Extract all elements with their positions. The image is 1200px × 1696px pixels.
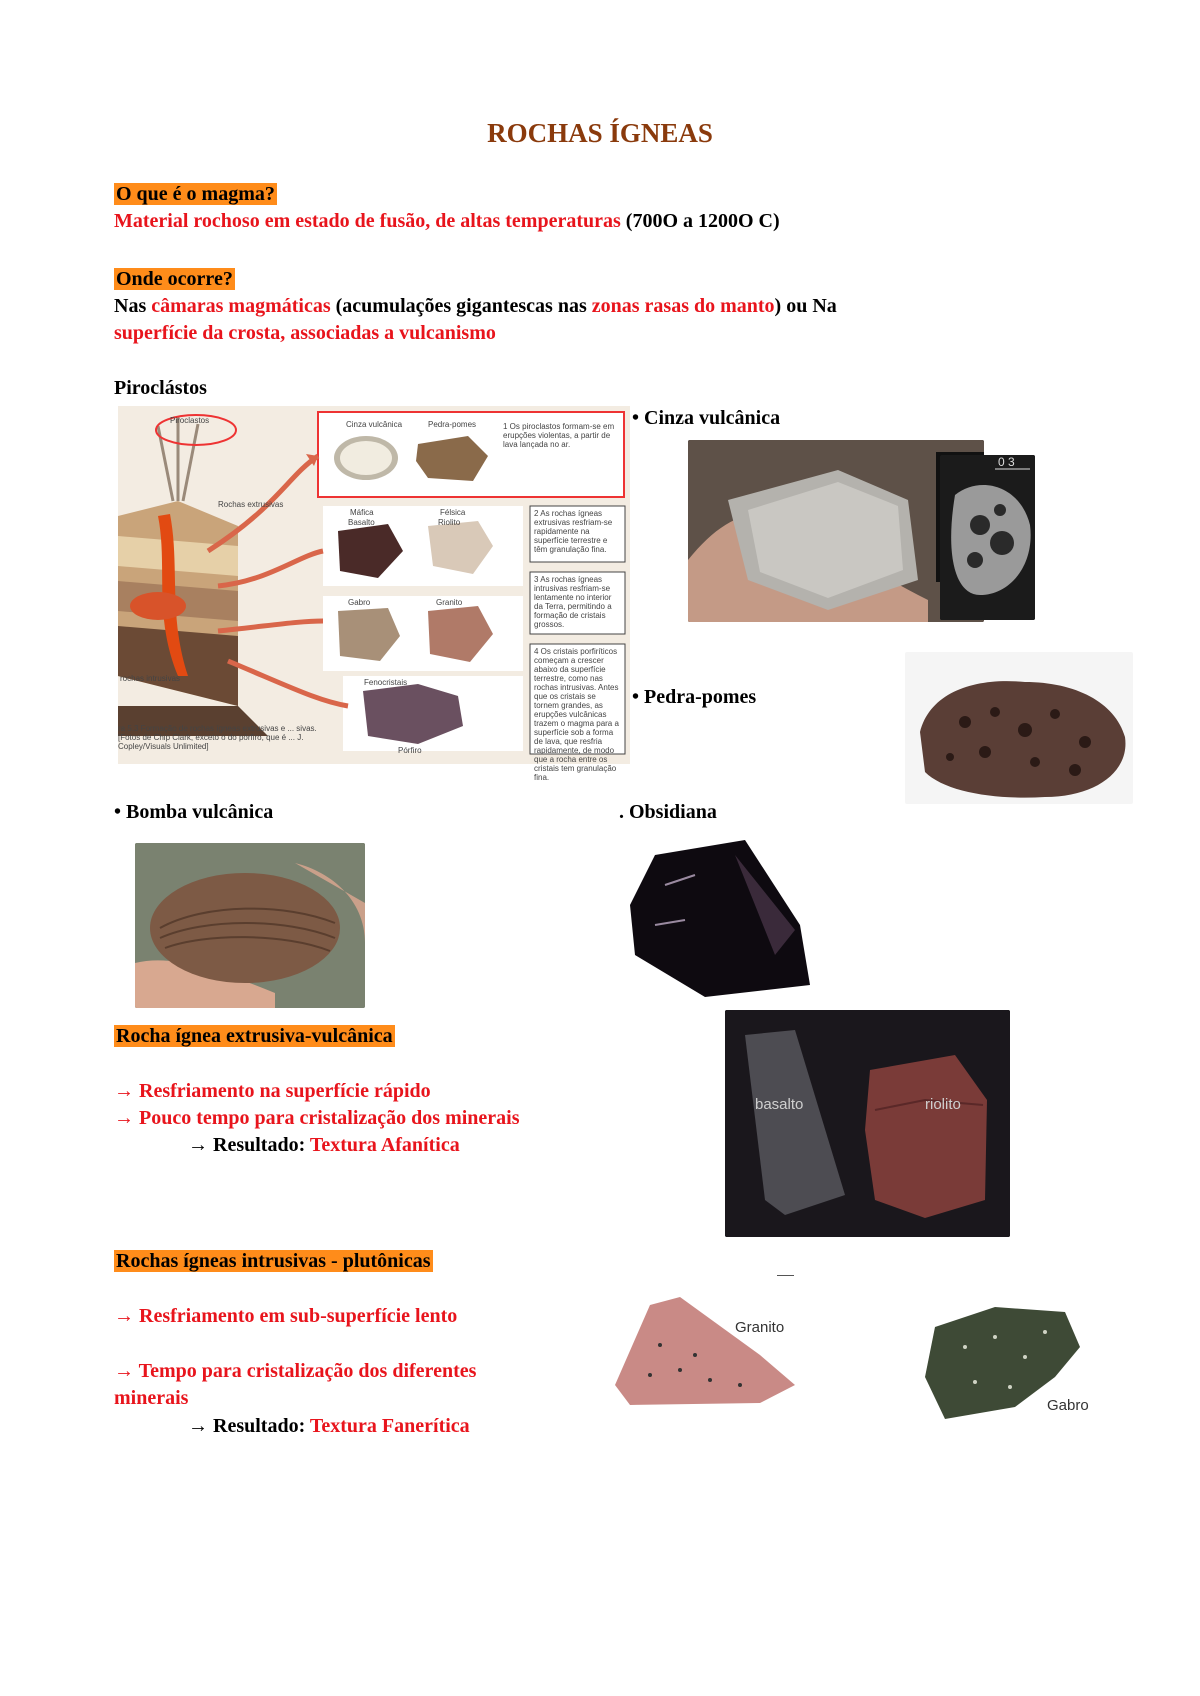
intrusiva-result-value: Textura Fanerítica xyxy=(309,1415,470,1437)
intrusiva-section xyxy=(114,1248,433,1275)
pomes-graphic xyxy=(905,652,1133,804)
obsidiana-photo xyxy=(625,835,815,1000)
cinza-label: • Cinza vulcânica xyxy=(632,407,781,429)
magma-heading: O que é o magma? xyxy=(116,183,275,205)
intrusiva-item2b: minerais xyxy=(114,1387,189,1409)
diagram-bubble-label: Piroclastos xyxy=(170,416,210,425)
onde-heading: Onde ocorre? xyxy=(116,268,233,290)
basalto-label: basalto xyxy=(755,1096,804,1113)
extrusiva-result-value: Textura Afanítica xyxy=(309,1134,460,1156)
onde-line2: superfície da crosta, associadas a vulcanismo xyxy=(114,322,496,344)
extrusiva-section xyxy=(114,1023,395,1050)
diagram-felsica: Félsica xyxy=(440,508,466,517)
onde-text-zonas: zonas rasas do manto xyxy=(591,295,775,317)
bomba-graphic xyxy=(135,843,365,1008)
diagram-gabro: Gabro xyxy=(348,598,371,607)
extrusiva-result-label: → Resultado: xyxy=(188,1134,310,1156)
diagram-extrusivas-label: Rochas extrusivas xyxy=(218,500,284,509)
pomes-photo xyxy=(905,652,1133,804)
diagram-porfiro: Pórfiro xyxy=(398,746,422,755)
extrusiva-result xyxy=(188,1132,460,1159)
diagram-note4: 4 Os cristais porfiríticos começam a crescer abaixo da superfície terrestre, como nas rochas intrusivas. Antes que os cristais se tornem grandes, as erupções vulcânicas trazem o magma para a superfície sob a forma de lava, que resfria rapidamente, de modo que a rocha entre os cristais tem granulação fina. xyxy=(534,647,619,782)
basalto-riolito-graphic xyxy=(725,1010,1010,1237)
diagram-pomes-label: Pedra-pomes xyxy=(428,420,477,429)
intrusiva-result-label: → Resultado: xyxy=(188,1415,310,1437)
extrusiva-item2: → Pouco tempo para cristalização dos minerais xyxy=(114,1107,520,1129)
basalto-riolito-photo xyxy=(725,1010,1010,1237)
diagram-cinza-label: Cinza vulcânica xyxy=(346,420,403,429)
diagram-fenocristais: Fenocristais xyxy=(364,678,408,687)
diagram-riolito: Riolito xyxy=(438,518,461,527)
diagram-note3: 3 As rochas ígneas intrusivas resfriam-se lentamente no interior da Terra, permitindo a formação de cristais grossos. xyxy=(534,575,612,629)
gabro-photo xyxy=(915,1297,1095,1429)
granito-photo xyxy=(610,1275,800,1410)
diagram-intrusivas-label: rochas intrusivas xyxy=(120,674,181,683)
granito-graphic xyxy=(610,1275,800,1410)
extrusiva-heading: Rocha ígnea extrusiva-vulcânica xyxy=(116,1025,393,1047)
obsidiana-graphic xyxy=(625,835,815,1000)
diagram-granito: Granito xyxy=(436,598,463,607)
granito-divider xyxy=(777,1275,794,1276)
diagram-caption: ra 5.3 Formação de rochas ígneas extrusivas e ... sivas. [Fotos de Chip Clark, exceto o do pórfiro, que é ... J. Copley/Visuals Unlimited] xyxy=(118,724,317,751)
riolito-label: riolito xyxy=(925,1096,961,1113)
inset-graphic xyxy=(940,455,1035,620)
onde-question xyxy=(114,266,235,293)
bomba-photo xyxy=(135,843,365,1008)
intrusiva-heading: Rochas ígneas intrusivas - plutônicas xyxy=(116,1250,431,1272)
magma-answer xyxy=(114,208,780,235)
pomes-label: • Pedra-pomes xyxy=(632,686,757,708)
onde-line1 xyxy=(114,293,837,320)
intrusiva-item1: → Resfriamento em sub-superfície lento xyxy=(114,1305,458,1327)
diagram-note2: 2 As rochas ígneas extrusivas resfriam-se rapidamente na superfície terrestre e têm granulação fina. xyxy=(534,509,613,554)
magma-question xyxy=(114,181,277,208)
piroclastos-diagram xyxy=(118,406,630,782)
page-title: ROCHAS ÍGNEAS xyxy=(487,118,713,148)
diagram-mafica: Máfica xyxy=(350,508,374,517)
bomba-label: • Bomba vulcânica xyxy=(114,801,274,823)
micrograph-scale: 0 3 xyxy=(998,455,1015,469)
onde-text-e: ) ou Na xyxy=(774,295,837,317)
magma-answer-temp: (700O a 1200O C) xyxy=(620,210,780,232)
gabro-label: Gabro xyxy=(1047,1397,1089,1414)
onde-text-camaras: câmaras magmáticas xyxy=(151,295,331,317)
intrusiva-result xyxy=(188,1413,470,1440)
piroclastos-label: Piroclástos xyxy=(114,377,207,399)
cinza-micrograph-inset xyxy=(940,455,1035,620)
intrusiva-item2a: → Tempo para cristalização dos diferentes xyxy=(114,1360,477,1382)
obsidiana-label: . Obsidiana xyxy=(619,801,717,823)
onde-text-a: Nas xyxy=(114,295,152,317)
granito-label: Granito xyxy=(735,1319,785,1336)
diagram-note1: 1 Os piroclastos formam-se em erupções violentas, a partir de lava lançada no ar. xyxy=(503,422,615,449)
onde-text-c: (acumulações gigantescas nas xyxy=(330,295,592,317)
magma-answer-red: Material rochoso em estado de fusão, de altas temperaturas xyxy=(114,210,621,232)
extrusiva-item1: → Resfriamento na superfície rápido xyxy=(114,1080,431,1102)
diagram-basalto: Basalto xyxy=(348,518,375,527)
